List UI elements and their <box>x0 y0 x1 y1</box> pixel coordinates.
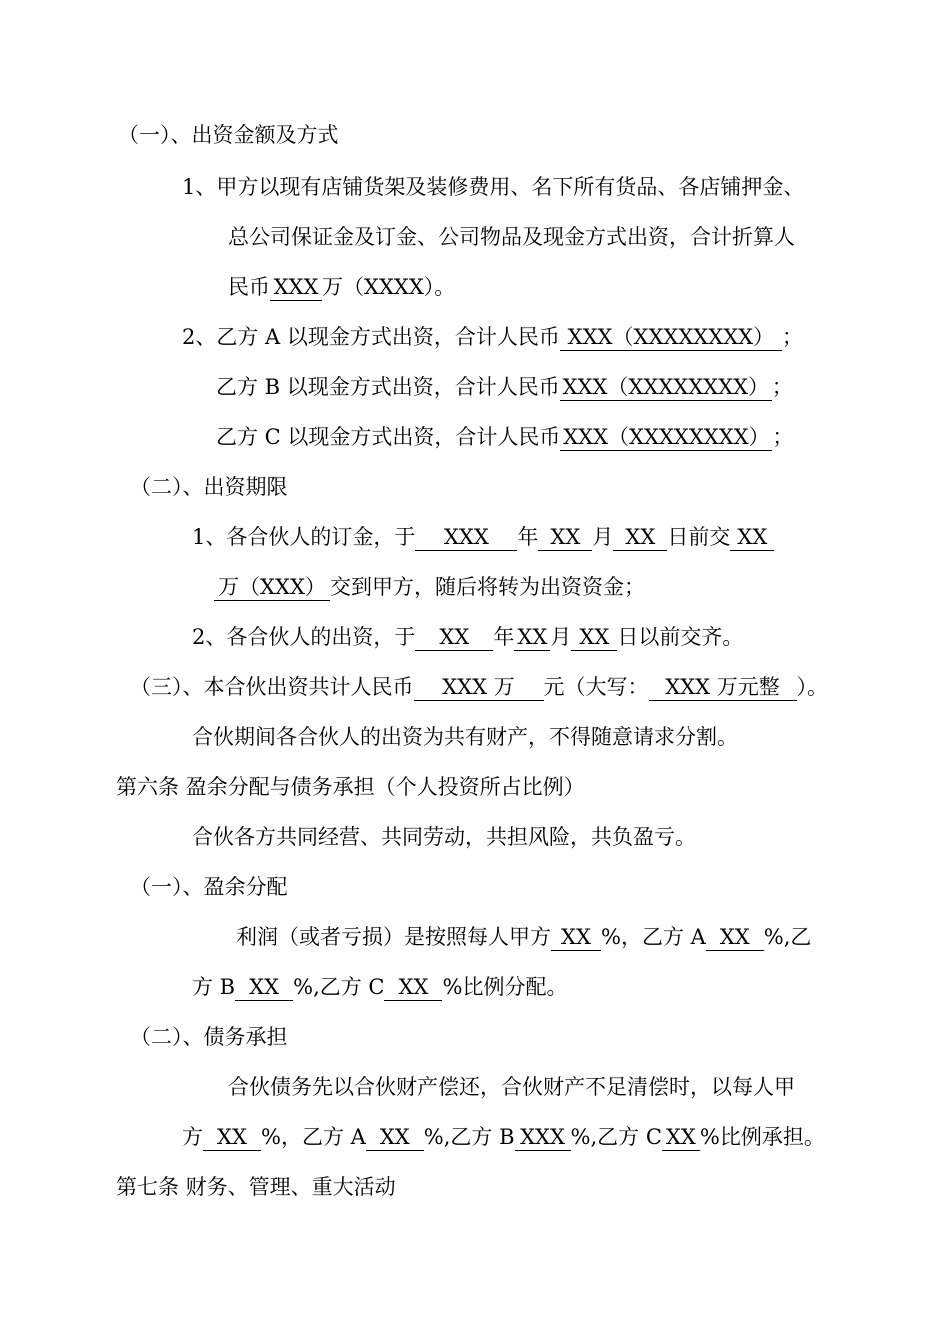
article-6-heading: 第六条 盈余分配与债务承担（个人投资所占比例） <box>116 775 585 799</box>
fill-in-blank: XXX 万元整 <box>649 674 797 701</box>
fill-in-blank: XX <box>730 524 774 551</box>
section-3-heading: （三）、本合伙出资共计人民币 XXX 万 元（大写： XXX 万元整 ）。 <box>130 675 828 699</box>
fill-in-blank: XXX（XXXXXXXX） <box>560 324 782 351</box>
paragraph-line: 2、乙方 A 以现金方式出资，合计人民币XXX（XXXXXXXX） ； <box>182 325 803 349</box>
fill-in-blank: XX <box>235 974 293 1001</box>
fill-in-blank: XX <box>706 924 764 951</box>
paragraph-line: 乙方 C 以现金方式出资，合计人民币 XXX（XXXXXXXX） ； <box>216 425 794 449</box>
paragraph-line: 乙方 B 以现金方式出资，合计人民币 XXX（XXXXXXXX） ； <box>216 375 793 399</box>
fill-in-blank: XXX 万 <box>414 674 544 701</box>
section-1-heading: （一）、出资金额及方式 <box>118 123 339 147</box>
paragraph-line: 2、各合伙人的出资，于 XX 年 XX 月 XX 日以前交齐。 <box>192 625 744 649</box>
fill-in-blank: XX <box>662 1124 700 1151</box>
fill-in-blank: XX <box>384 974 442 1001</box>
subsection-heading: （一）、盈余分配 <box>130 875 288 899</box>
fill-in-blank: XX <box>415 624 493 651</box>
paragraph-line: 民币 XXX 万（XXXX）。 <box>228 275 456 299</box>
fill-in-blank: XXX <box>270 274 322 301</box>
fill-in-blank: XXX（XXXXXXXX） <box>560 424 772 451</box>
fill-in-blank: XXX（XXXXXXXX） <box>560 374 772 401</box>
subsection-heading: （二）、债务承担 <box>130 1025 288 1049</box>
paragraph-line: 合伙债务先以合伙财产偿还，合伙财产不足清偿时，以每人甲 <box>228 1075 795 1099</box>
fill-in-blank: XX <box>538 524 592 551</box>
paragraph-line: 方 B XX %,乙方 C XX %比例分配。 <box>192 975 568 999</box>
fill-in-blank: XX <box>571 624 617 651</box>
fill-in-blank: XX <box>613 524 667 551</box>
section-2-heading: （二）、出资期限 <box>130 475 288 499</box>
fill-in-blank: 万（XXX） <box>214 574 330 601</box>
paragraph-line: 总公司保证金及订金、公司物品及现金方式出资，合计折算人 <box>228 225 795 249</box>
paragraph-line: 合伙各方共同经营、共同劳动，共担风险，共负盈亏。 <box>192 825 696 849</box>
paragraph-line: 利润（或者亏损）是按照每人甲方 XX %，乙方 A XX %,乙 <box>236 925 812 949</box>
paragraph-line: 1、各合伙人的订金，于 XXX 年 XX 月 XX 日前交 XX <box>192 522 774 552</box>
fill-in-blank: XX <box>514 624 550 651</box>
paragraph-line: 合伙期间各合伙人的出资为共有财产，不得随意请求分割。 <box>192 725 738 749</box>
fill-in-blank: XXX <box>415 524 517 551</box>
paragraph-line: 万（XXX） 交到甲方，随后将转为出资资金； <box>214 572 645 602</box>
paragraph-line: 1、甲方以现有店铺货架及装修费用、名下所有货品、各店铺押金、 <box>182 175 805 199</box>
fill-in-blank: XX <box>366 1124 424 1151</box>
fill-in-blank: XX <box>551 924 601 951</box>
fill-in-blank: XX <box>203 1124 261 1151</box>
article-7-heading: 第七条 财务、管理、重大活动 <box>116 1175 396 1199</box>
paragraph-line: 方 XX %，乙方 A XX %,乙方 B XXX %,乙方 C XX %比例承担。 <box>182 1125 825 1149</box>
fill-in-blank: XXX <box>515 1124 571 1151</box>
